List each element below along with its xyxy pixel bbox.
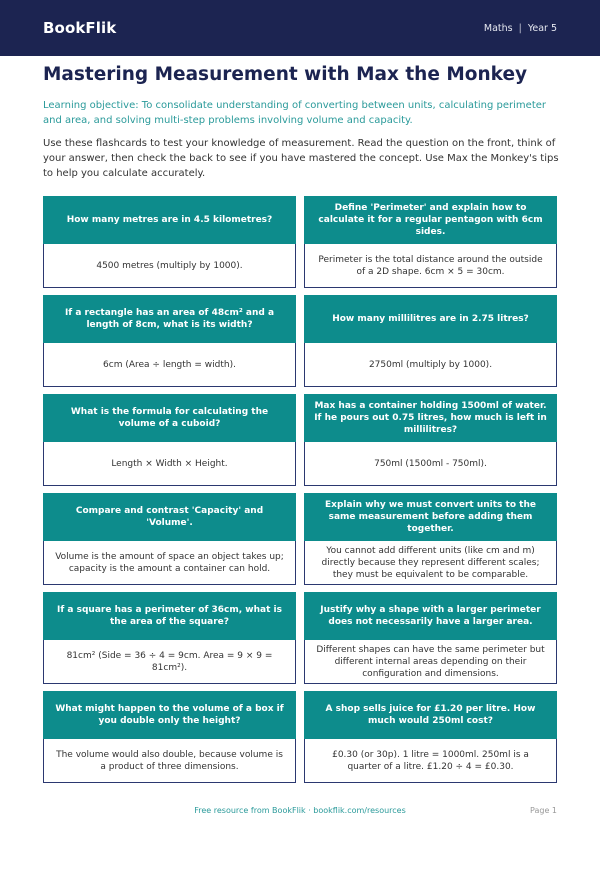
flashcard-question: If a rectangle has an area of 48cm² and a length of 8cm, what is its width? (43, 295, 296, 343)
flashcard-answer: Different shapes can have the same perimeter but different internal areas depending on their configuration and dimensions. (304, 640, 557, 684)
page-footer (0, 806, 600, 820)
breadcrumb (484, 23, 557, 34)
flashcard-question: Max has a container holding 1500ml of water. If he pours out 0.75 litres, how much is left in millilitres? (304, 394, 557, 442)
flashcard-question: What is the formula for calculating the volume of a cuboid? (43, 394, 296, 442)
flashcard-answer: 6cm (Area ÷ length = width). (43, 343, 296, 387)
flashcard-answer: £0.30 (or 30p). 1 litre = 1000ml. 250ml is a quarter of a litre. £1.20 ÷ 4 = £0.30. (304, 739, 557, 783)
flashcard-answer: 81cm² (Side = 36 ÷ 4 = 9cm. Area = 9 × 9 = 81cm²). (43, 640, 296, 684)
flashcard-question: How many metres are in 4.5 kilometres? (43, 196, 296, 244)
flashcard-answer: Length × Width × Height. (43, 442, 296, 486)
learning-objective: Learning objective: To consolidate understanding of converting between units, calculating perimeter and area, and solving multi-step problems involving volume and capacity. (43, 100, 547, 126)
flashcard-answer: Perimeter is the total distance around the outside of a 2D shape. 6cm × 5 = 30cm. (304, 244, 557, 288)
flashcard-question: How many millilitres are in 2.75 litres? (304, 295, 557, 343)
flashcard-answer: 4500 metres (multiply by 1000). (43, 244, 296, 288)
flashcard-question: If a square has a perimeter of 36cm, what is the area of the square? (43, 592, 296, 640)
header-bar (0, 0, 600, 56)
flashcard-question: A shop sells juice for £1.20 per litre. How much would 250ml cost? (304, 691, 557, 739)
flashcard-question: Justify why a shape with a larger perimeter does not necessarily have a larger area. (304, 592, 557, 640)
breadcrumb-separator: | (518, 22, 522, 34)
year-label: Year 5 (527, 22, 557, 34)
flashcard-answer: Volume is the amount of space an object takes up; capacity is the amount a container can hold. (43, 541, 296, 585)
page-number: Page 1 (530, 806, 557, 815)
intro-text: Use these flashcards to test your knowledge of measurement. Read the question on the front, think of your answer, then check the back to see if you have mastered the concept. Use Max the Monkey's tips to help you calculate accurately. (43, 138, 559, 179)
flashcard-answer: 750ml (1500ml - 750ml). (304, 442, 557, 486)
brand-logo[interactable]: BookFlik (43, 19, 117, 37)
flashcard-question: Compare and contrast 'Capacity' and 'Volume'. (43, 493, 296, 541)
footer-credit-link[interactable]: Free resource from BookFlik · bookflik.com/resources (194, 806, 406, 815)
subject-label: Maths (483, 22, 513, 34)
flashcard[interactable] (304, 691, 557, 879)
flashcard-question: Explain why we must convert units to the same measurement before adding them together. (304, 493, 557, 541)
flashcard-answer: 2750ml (multiply by 1000). (304, 343, 557, 387)
flashcard-question: What might happen to the volume of a box if you double only the height? (43, 691, 296, 739)
flashcard-question: Define 'Perimeter' and explain how to calculate it for a regular pentagon with 6cm sides. (304, 196, 557, 244)
flashcard-answer: The volume would also double, because volume is a product of three dimensions. (43, 739, 296, 783)
flashcard-answer: You cannot add different units (like cm and m) directly because they represent different scales; they must be equivalent to be comparable. (304, 541, 557, 585)
page-title: Mastering Measurement with Max the Monkey (43, 64, 528, 85)
flashcard[interactable] (43, 691, 296, 879)
